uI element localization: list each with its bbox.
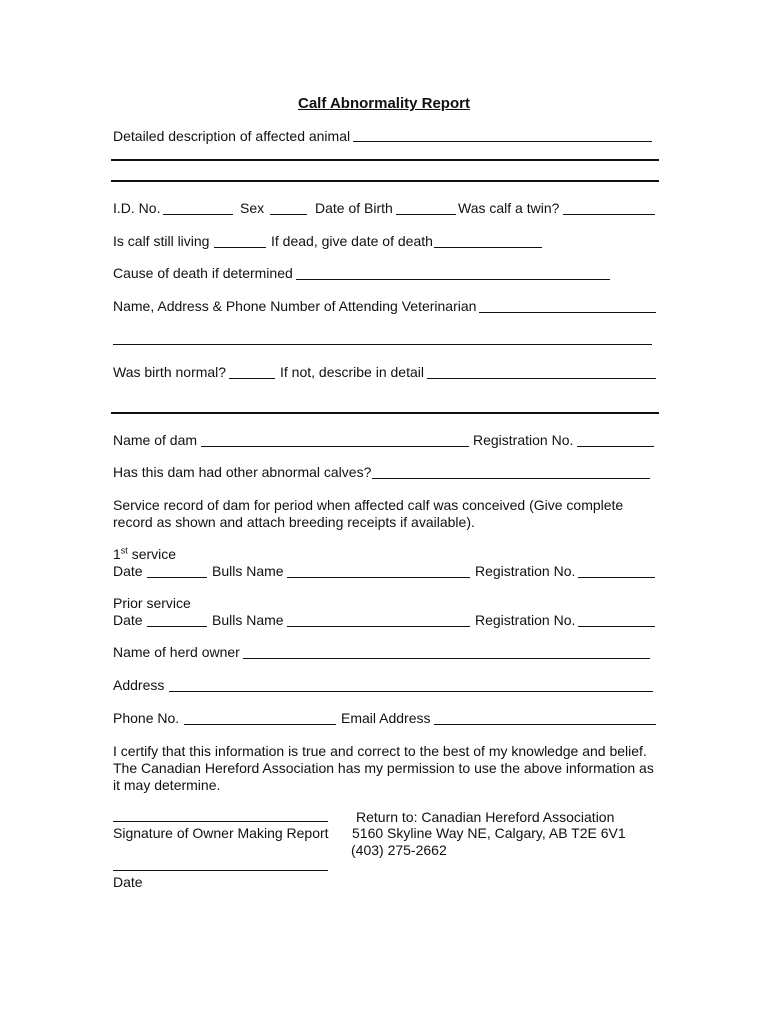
certify-text-2: The Canadian Hereford Association has my permission to use the above information as [113,760,654,776]
twin-label: Was calf a twin? [458,200,560,216]
prior-bulls-name-field[interactable] [287,626,470,627]
prior-date-field[interactable] [147,626,207,627]
phone-label: Phone No. [113,710,180,726]
email-label: Email Address [341,710,431,726]
certify-text-3: it may determine. [113,777,221,793]
first-date-field[interactable] [147,577,207,578]
prior-registration-field[interactable] [578,626,655,627]
first-bulls-name-field[interactable] [287,577,470,578]
address-label: Address [113,677,165,693]
page-title: Calf Abnormality Report [298,95,470,112]
birth-normal-label: Was birth normal? [113,364,227,380]
prior-registration-label: Registration No. [475,612,576,628]
herd-owner-label: Name of herd owner [113,644,240,660]
dob-field[interactable] [396,214,456,215]
signature-date-label: Date [113,874,143,890]
address-field[interactable] [169,691,653,692]
first-service-heading: 1st service [113,545,177,562]
id-no-field[interactable] [163,214,233,215]
birth-detail-field[interactable] [427,378,656,379]
vet-line-2[interactable] [113,344,652,345]
certify-text-1: I certify that this information is true and correct to the best of my knowledge and belief. [113,743,647,759]
first-registration-label: Registration No. [475,563,576,579]
sex-field[interactable] [270,214,307,215]
cause-label: Cause of death if determined [113,265,293,281]
dam-registration-label: Registration No. [473,432,574,448]
service-record-text: Service record of dam for period when affected calf was conceived (Give complete [113,497,624,513]
vet-label: Name, Address & Phone Number of Attending Veterinarian [113,298,477,314]
description-field[interactable] [353,141,652,142]
service-record-text-2: record as shown and attach breeding receipts if available). [113,514,475,530]
herd-owner-field[interactable] [243,658,650,659]
birth-normal-field[interactable] [229,378,275,379]
return-to-line-1: Return to: Canadian Hereford Association [356,809,615,825]
description-line-3[interactable] [111,180,659,182]
first-bulls-name-label: Bulls Name [212,563,284,579]
birth-detail-line-2[interactable] [111,412,659,414]
if-dead-label: If dead, give date of death [271,233,433,249]
description-line-2[interactable] [111,159,659,161]
dam-registration-field[interactable] [577,446,654,447]
id-no-label: I.D. No. [113,200,161,216]
death-date-field[interactable] [434,247,542,248]
prior-date-label: Date [113,612,143,628]
twin-field[interactable] [563,214,655,215]
signature-label: Signature of Owner Making Report [113,825,329,841]
if-not-label: If not, describe in detail [280,364,424,380]
first-registration-field[interactable] [578,577,655,578]
prior-bulls-name-label: Bulls Name [212,612,284,628]
other-abnormal-field[interactable] [372,478,650,479]
dob-label: Date of Birth [315,200,393,216]
first-date-label: Date [113,563,143,579]
vet-field[interactable] [479,312,656,313]
prior-service-heading: Prior service [113,595,191,611]
description-label: Detailed description of affected animal [113,128,351,144]
cause-field[interactable] [296,279,610,280]
return-to-address: 5160 Skyline Way NE, Calgary, AB T2E 6V1 [352,825,626,841]
other-abnormal-label: Has this dam had other abnormal calves? [113,464,372,480]
dam-name-field[interactable] [201,446,469,447]
phone-field[interactable] [184,724,336,725]
signature-date-line[interactable] [113,870,328,871]
return-to-phone: (403) 275-2662 [351,842,447,858]
signature-line[interactable] [113,821,328,822]
sex-label: Sex [240,200,265,216]
still-living-label: Is calf still living [113,233,210,249]
still-living-field[interactable] [214,247,266,248]
email-field[interactable] [434,724,656,725]
dam-name-label: Name of dam [113,432,198,448]
